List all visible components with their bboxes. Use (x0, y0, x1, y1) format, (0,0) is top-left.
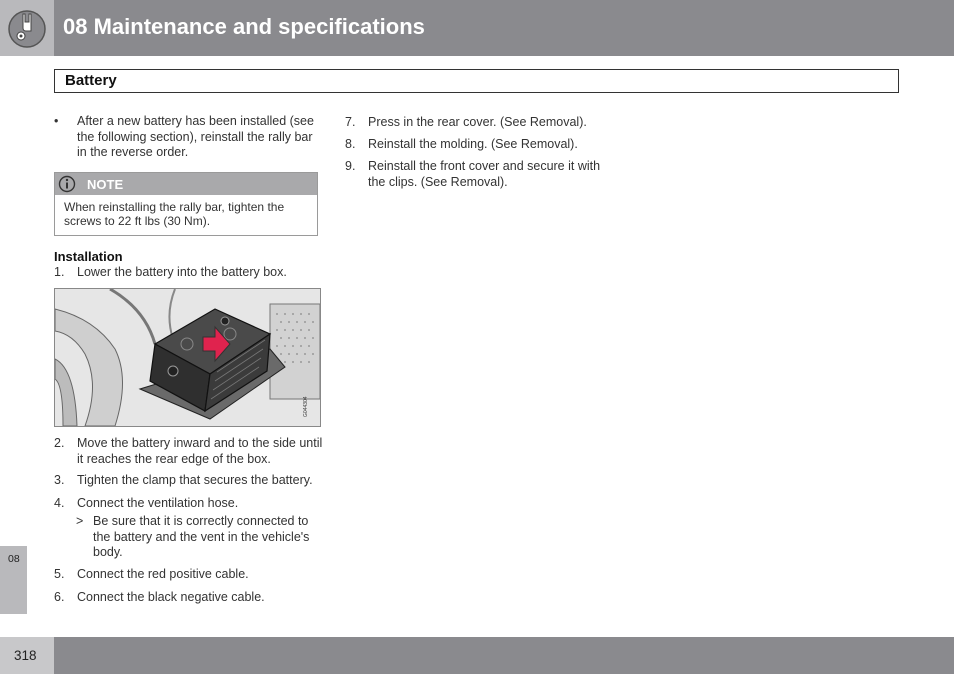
chapter-side-tab (0, 546, 27, 614)
installation-heading: Installation (54, 249, 123, 264)
footer-bar (54, 637, 954, 674)
bullet-marker: • (54, 114, 59, 128)
header-icon-box (0, 0, 54, 56)
step-text: Press in the rear cover. (See Removal). (368, 115, 587, 129)
page-number: 318 (14, 648, 37, 663)
step-text: Connect the ventilation hose. (77, 496, 239, 510)
wrench-gear-icon (0, 0, 54, 56)
step-text: Reinstall the front cover and secure it with the clips. (See Removal). (368, 159, 601, 189)
step-text: Tighten the clamp that secures the battery. (77, 473, 313, 487)
battery-installation-figure (54, 288, 321, 427)
note-label: NOTE (87, 177, 124, 192)
step-text: Connect the black negative cable. (77, 590, 265, 604)
step-number: 6. (54, 590, 65, 604)
step-text: Move the battery inward and to the side until it reaches the rear edge of the box. (77, 436, 323, 466)
step-number: 5. (54, 567, 65, 581)
sub-step-marker: > (76, 514, 84, 528)
step-number: 8. (345, 137, 356, 151)
section-header (54, 69, 899, 93)
figure-code: G044304 (303, 396, 309, 417)
page-title: 08 Maintenance and specifications (63, 14, 425, 39)
step-text: Lower the battery into the battery box. (77, 265, 287, 279)
step-number: 4. (54, 496, 65, 510)
engine-bay-illustration (55, 289, 320, 426)
step-number: 7. (345, 115, 356, 129)
footer-page-box (0, 637, 54, 674)
step-number: 9. (345, 159, 356, 173)
note-box (54, 172, 318, 236)
step-text: Reinstall the molding. (See Removal). (368, 137, 578, 151)
note-header (55, 173, 317, 195)
bullet-text: After a new battery has been installed (see the following section), reinstall the rally bar in the reverse order. (77, 114, 314, 159)
step-text: Connect the red positive cable. (77, 567, 249, 581)
step-number: 2. (54, 436, 65, 450)
step-number: 1. (54, 265, 65, 279)
section-title: Battery (65, 72, 117, 89)
sub-step-text: Be sure that it is correctly connected to the battery and the vent in the vehicle's body. (93, 514, 310, 559)
chapter-tab-label: 08 (8, 553, 20, 565)
note-text: When reinstalling the rally bar, tighten the screws to 22 ft lbs (30 Nm). (64, 200, 285, 228)
info-icon (58, 175, 76, 193)
step-number: 3. (54, 473, 65, 487)
